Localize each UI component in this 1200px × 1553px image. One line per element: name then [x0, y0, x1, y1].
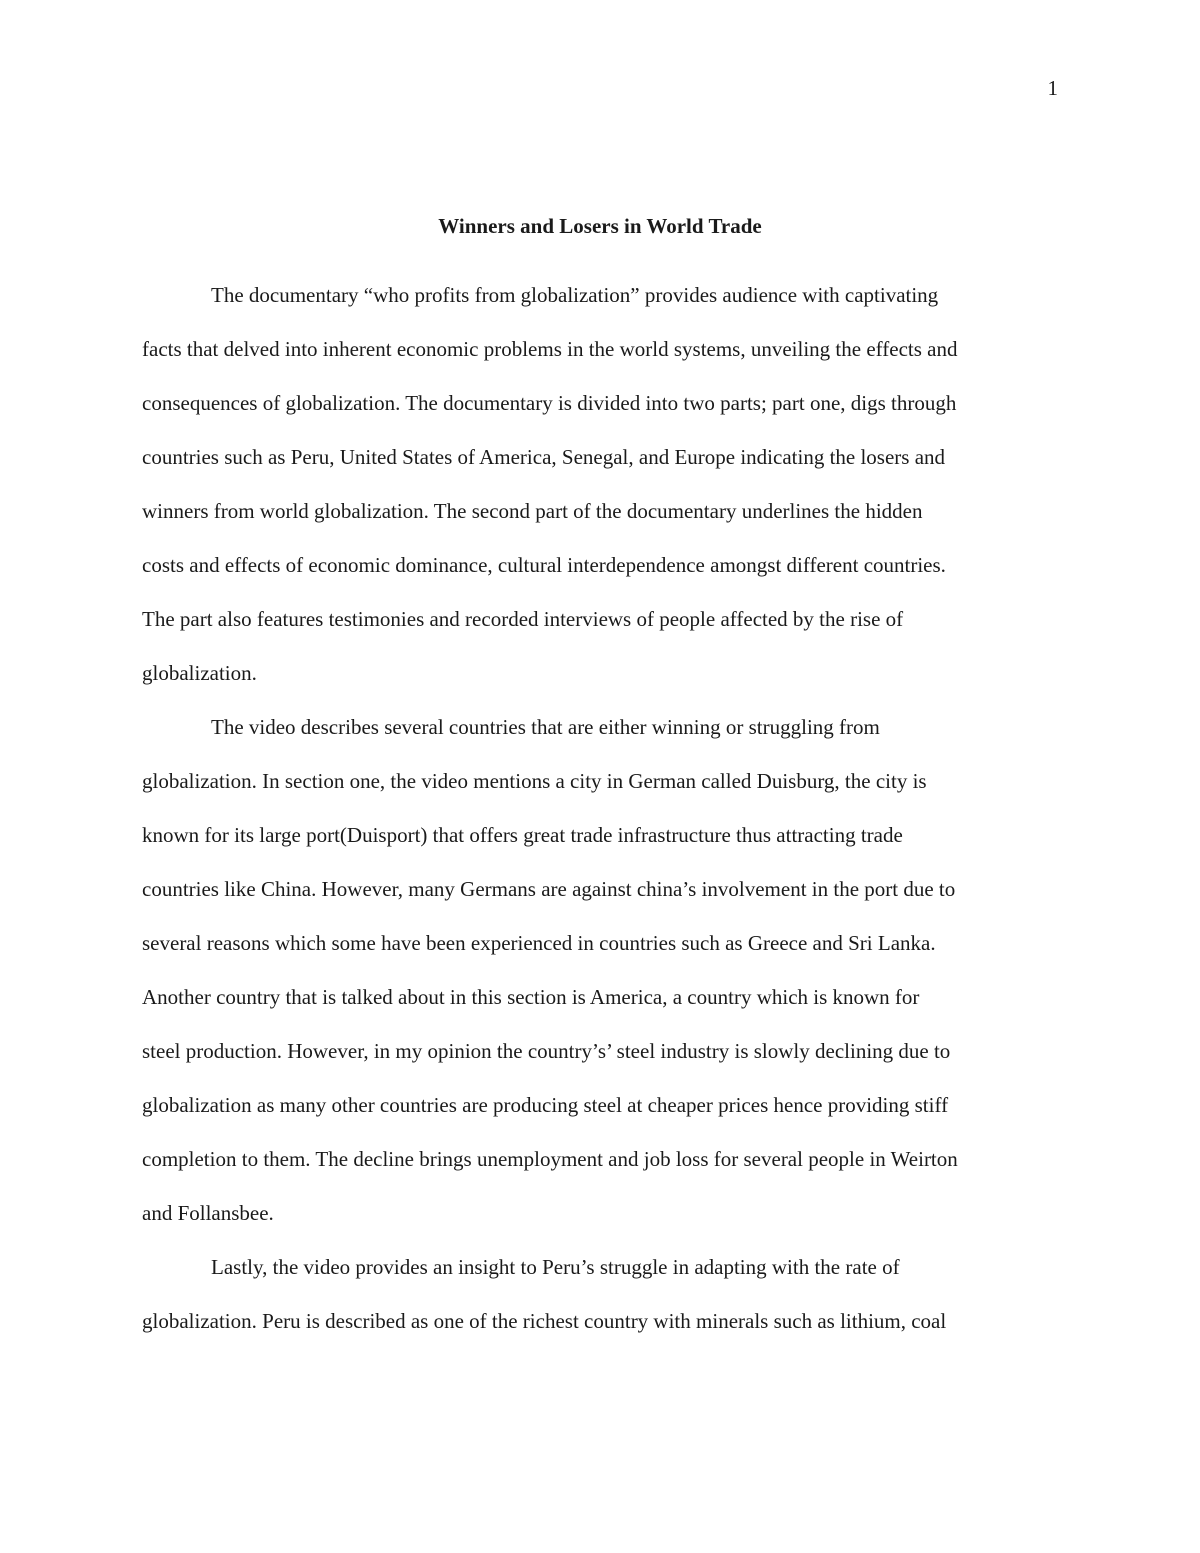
- page-number: 1: [1047, 76, 1058, 100]
- paragraph: [142, 268, 1060, 700]
- paragraph-line: globalization.: [142, 661, 257, 685]
- paragraph-line: Lastly, the video provides an insight to Peru’s struggle in adapting with the rate of: [211, 1255, 900, 1279]
- paragraph-line: and Follansbee.: [142, 1201, 274, 1225]
- paragraph-line: costs and effects of economic dominance, cultural interdependence amongst different countries.: [142, 553, 946, 577]
- paragraph-line: globalization as many other countries are producing steel at cheaper prices hence providing stiff: [142, 1093, 949, 1117]
- paragraph: [142, 1240, 1060, 1348]
- paragraph-line: countries like China. However, many Germans are against china’s involvement in the port due to: [142, 877, 956, 901]
- document-body: [142, 268, 1060, 1348]
- paragraph-line: Another country that is talked about in this section is America, a country which is known for: [142, 985, 920, 1009]
- document-title: Winners and Losers in World Trade: [438, 214, 762, 238]
- paragraph-line: The documentary “who profits from globalization” provides audience with captivating: [211, 283, 939, 307]
- paragraph-line: consequences of globalization. The documentary is divided into two parts; part one, digs through: [142, 391, 957, 415]
- paragraph-line: known for its large port(Duisport) that offers great trade infrastructure thus attracting trade: [142, 823, 903, 847]
- paragraph-line: facts that delved into inherent economic problems in the world systems, unveiling the effects and: [142, 337, 958, 361]
- paragraph-line: winners from world globalization. The second part of the documentary underlines the hidden: [142, 499, 923, 523]
- paragraph-line: several reasons which some have been experienced in countries such as Greece and Sri Lanka.: [142, 931, 936, 955]
- paragraph-line: The video describes several countries that are either winning or struggling from: [211, 715, 880, 739]
- paragraph-line: globalization. Peru is described as one of the richest country with minerals such as lithium, coal: [142, 1309, 947, 1333]
- paragraph-line: steel production. However, in my opinion the country’s’ steel industry is slowly declining due to: [142, 1039, 951, 1063]
- paragraph-line: The part also features testimonies and recorded interviews of people affected by the rise of: [142, 607, 904, 631]
- paragraph: [142, 700, 1060, 1240]
- paragraph-line: globalization. In section one, the video mentions a city in German called Duisburg, the city is: [142, 769, 927, 793]
- paragraph-line: completion to them. The decline brings unemployment and job loss for several people in Weirton: [142, 1147, 958, 1171]
- paragraph-line: countries such as Peru, United States of America, Senegal, and Europe indicating the losers and: [142, 445, 946, 469]
